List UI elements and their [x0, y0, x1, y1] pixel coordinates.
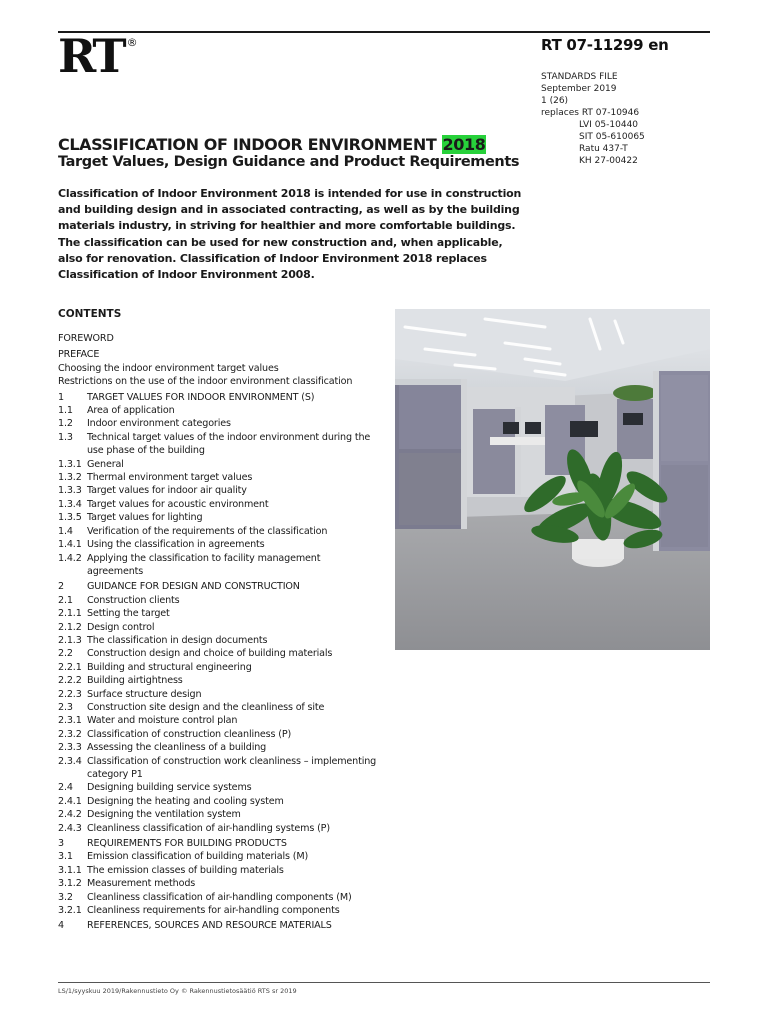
toc-title: Building and structural engineering: [87, 661, 252, 673]
replaces-item: KH 27-00422: [579, 156, 638, 166]
toc-title: General: [87, 458, 124, 470]
toc-entry[interactable]: [58, 877, 378, 890]
toc-entry[interactable]: [58, 552, 378, 579]
toc-items: [58, 391, 378, 933]
toc-number: 2.1.3: [58, 634, 82, 646]
toc-entry[interactable]: [58, 741, 378, 754]
document-meta: [541, 71, 645, 167]
replaces-item: RT 07-10946: [581, 108, 640, 118]
toc-entry[interactable]: [58, 674, 378, 687]
toc-entry[interactable]: [58, 607, 378, 620]
toc-number: 1.3: [58, 431, 73, 443]
toc-title: Design control: [87, 621, 155, 633]
toc-title: REQUIREMENTS FOR BUILDING PRODUCTS: [87, 838, 287, 850]
toc-entry[interactable]: [58, 781, 378, 794]
toc-entry[interactable]: [58, 864, 378, 877]
toc-title: Setting the target: [87, 608, 170, 620]
rt-logo: [58, 29, 138, 91]
toc-entry[interactable]: [58, 621, 378, 634]
toc-entry[interactable]: [58, 701, 378, 714]
toc-number: 1.4: [58, 525, 73, 537]
toc-title: Indoor environment categories: [87, 418, 231, 430]
toc-number: 2.3.1: [58, 715, 82, 727]
toc-title: Designing the heating and cooling system: [87, 795, 284, 807]
toc-title: Construction design and choice of building materials: [87, 648, 333, 660]
replaces-label: replaces: [541, 108, 579, 118]
toc-title: Cleanliness classification of air-handling systems (P): [87, 822, 330, 834]
toc-number: 2.4.1: [58, 795, 82, 807]
logo-text: RT: [58, 29, 124, 83]
toc-title: The classification in design documents: [87, 634, 268, 646]
toc-number: 3.1.2: [58, 878, 82, 890]
toc-entry[interactable]: [58, 498, 378, 511]
toc-number: 1.4.1: [58, 539, 82, 551]
toc-entry[interactable]: [58, 634, 378, 647]
toc-number: 2.4.3: [58, 822, 82, 834]
toc-title: Target values for acoustic environment: [87, 498, 269, 510]
toc-number: 4: [58, 920, 64, 932]
toc-entry[interactable]: [58, 728, 378, 741]
toc-number: 2.4: [58, 782, 73, 794]
toc-number: 1.2: [58, 418, 73, 430]
toc-number: 3.2.1: [58, 905, 82, 917]
toc-entry[interactable]: [58, 808, 378, 821]
toc-title: Construction clients: [87, 594, 180, 606]
toc-number: 2.1.1: [58, 608, 82, 620]
toc-number: 1.3.5: [58, 512, 82, 524]
toc-section[interactable]: [58, 837, 378, 850]
footer-text: LS/1/syyskuu 2019/Rakennustieto Oy © Rakennustietosäätiö RTS sr 2019: [58, 987, 297, 995]
toc-title: Cleanliness requirements for air-handling components: [87, 905, 340, 917]
registered-mark: ®: [126, 36, 138, 49]
toc-entry[interactable]: [58, 538, 378, 551]
toc-title: Applying the classification to facility management agreements: [87, 552, 321, 577]
replaces-item: Ratu 437-T: [579, 144, 628, 154]
toc-entry[interactable]: [58, 431, 378, 458]
table-of-contents: [58, 332, 378, 933]
toc-title: Using the classification in agreements: [87, 539, 265, 551]
toc-title: Measurement methods: [87, 878, 196, 890]
toc-title: Designing the ventilation system: [87, 809, 241, 821]
toc-entry[interactable]: [58, 511, 378, 524]
toc-entry[interactable]: [58, 714, 378, 727]
toc-preface-item[interactable]: Restrictions on the use of the indoor environment classification: [58, 376, 353, 388]
page-number: 1 (26): [541, 96, 569, 106]
toc-number: 2.4.2: [58, 809, 82, 821]
toc-section[interactable]: [58, 391, 378, 404]
document-subtitle: Target Values, Design Guidance and Product Requirements: [58, 154, 520, 170]
toc-title: The emission classes of building materials: [87, 864, 284, 876]
toc-number: 2: [58, 581, 64, 593]
issue-date: September 2019: [541, 84, 617, 94]
toc-number: 1.3.1: [58, 458, 82, 470]
toc-title: Target values for lighting: [87, 512, 203, 524]
toc-section[interactable]: [58, 580, 378, 593]
toc-title: REFERENCES, SOURCES AND RESOURCE MATERIALS: [87, 920, 332, 932]
toc-number: 2.1.2: [58, 621, 82, 633]
toc-title: Water and moisture control plan: [87, 715, 238, 727]
replaces-first: [541, 107, 645, 119]
toc-entry[interactable]: [58, 795, 378, 808]
document-code: RT 07-11299 en: [541, 36, 669, 54]
toc-title: Cleanliness classification of air-handling components (M): [87, 891, 352, 903]
toc-section[interactable]: [58, 919, 378, 932]
toc-title: Target values for indoor air quality: [87, 485, 247, 497]
toc-number: 3.1: [58, 851, 73, 863]
toc-entry[interactable]: [58, 525, 378, 538]
toc-number: 2.3: [58, 701, 73, 713]
replaces-item: SIT 05-610065: [579, 132, 645, 142]
toc-title: GUIDANCE FOR DESIGN AND CONSTRUCTION: [87, 581, 300, 593]
toc-preface[interactable]: PREFACE: [58, 349, 100, 361]
title-year-highlight: 2018: [442, 135, 486, 154]
toc-entry[interactable]: [58, 594, 378, 607]
title-main: CLASSIFICATION OF INDOOR ENVIRONMENT: [58, 135, 437, 154]
intro-paragraph: Classification of Indoor Environment 2018 is intended for use in construction and building design and in associated contracting, as well as by the building materials industry, in striving for healthier and more comfortable buildings. The classification can be used for new construction and, when applicable, also for renovation. Classification of Indoor Environment 2018 replaces Classification of Indoor Environment 2008.: [58, 187, 522, 282]
toc-title: Construction site design and the cleanliness of site: [87, 701, 325, 713]
toc-number: 2.3.2: [58, 728, 82, 740]
toc-title: Building airtightness: [87, 675, 183, 687]
toc-entry[interactable]: [58, 471, 378, 484]
footer-rule: [58, 982, 710, 983]
replaces-item: LVI 05-10440: [579, 120, 639, 130]
toc-foreword[interactable]: FOREWORD: [58, 333, 114, 344]
office-interior-image: [395, 309, 710, 650]
toc-number: 1: [58, 391, 64, 403]
toc-title: Area of application: [87, 405, 175, 417]
file-type: STANDARDS FILE: [541, 72, 618, 82]
toc-title: TARGET VALUES FOR INDOOR ENVIRONMENT (S): [87, 391, 315, 403]
toc-number: 2.2.1: [58, 661, 82, 673]
toc-entry[interactable]: [58, 891, 378, 904]
toc-entry[interactable]: [58, 822, 378, 835]
office-photo: [395, 309, 710, 650]
toc-number: 3: [58, 838, 64, 850]
toc-title: Verification of the requirements of the classification: [87, 525, 328, 537]
toc-title: Classification of construction cleanliness (P): [87, 728, 292, 740]
toc-number: 2.2.3: [58, 688, 82, 700]
toc-preface-item[interactable]: Choosing the indoor environment target values: [58, 362, 279, 374]
toc-title: Thermal environment target values: [87, 472, 253, 484]
toc-entry[interactable]: [58, 850, 378, 863]
toc-number: 2.1: [58, 594, 73, 606]
toc-entry[interactable]: [58, 904, 378, 917]
toc-entry[interactable]: [58, 458, 378, 471]
toc-title: Classification of construction work cleanliness – implementing category P1: [87, 755, 377, 780]
toc-number: 2.3.4: [58, 755, 82, 767]
contents-heading: CONTENTS: [58, 308, 122, 320]
top-rule: [58, 31, 710, 33]
toc-number: 3.2: [58, 891, 73, 903]
toc-number: 1.3.3: [58, 485, 82, 497]
toc-number: 2.2: [58, 648, 73, 660]
toc-number: 3.1.1: [58, 864, 82, 876]
toc-title: Surface structure design: [87, 688, 202, 700]
toc-entry[interactable]: [58, 404, 378, 417]
toc-title: Technical target values of the indoor environment during the use phase of the building: [87, 431, 371, 457]
toc-number: 2.2.2: [58, 675, 82, 687]
toc-title: Assessing the cleanliness of a building: [87, 742, 267, 754]
toc-number: 1.3.2: [58, 472, 82, 484]
document-title: [58, 135, 486, 154]
toc-entry[interactable]: [58, 755, 378, 782]
toc-entry[interactable]: [58, 484, 378, 497]
toc-entry[interactable]: [58, 688, 378, 701]
toc-number: 2.3.3: [58, 742, 82, 754]
toc-number: 1.4.2: [58, 552, 82, 564]
toc-title: Emission classification of building materials (M): [87, 851, 309, 863]
toc-title: Designing building service systems: [87, 782, 252, 794]
toc-number: 1.1: [58, 405, 73, 417]
toc-entry[interactable]: [58, 417, 378, 430]
toc-number: 1.3.4: [58, 498, 82, 510]
toc-entry[interactable]: [58, 647, 378, 660]
toc-entry[interactable]: [58, 661, 378, 674]
